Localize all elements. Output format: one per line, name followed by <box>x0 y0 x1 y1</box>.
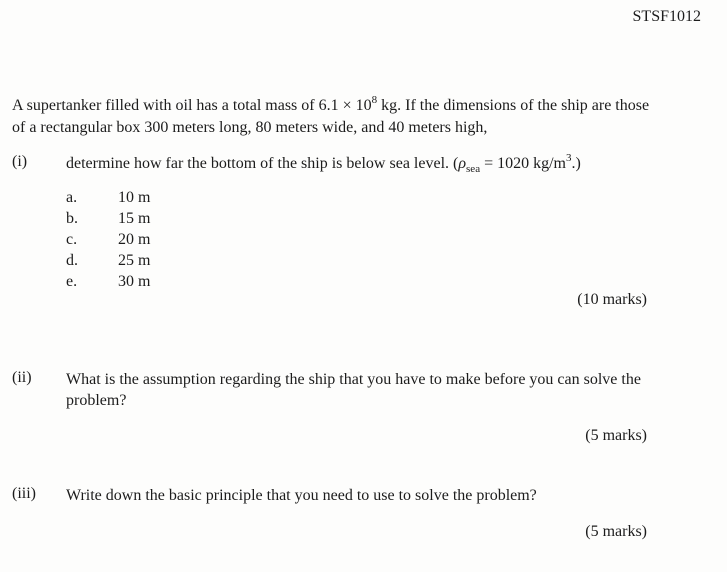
question-1-text <box>66 153 656 174</box>
intro-exponent: 8 <box>371 93 378 106</box>
rho-symbol: ρ <box>458 155 467 172</box>
question-3-number: (iii) <box>12 485 36 502</box>
option-value: 15 m <box>118 210 151 227</box>
option-a <box>66 187 150 208</box>
question-1-number: (i) <box>12 153 28 170</box>
option-d <box>66 250 150 271</box>
option-value: 10 m <box>118 189 151 206</box>
question-1-marks: (10 marks) <box>577 291 647 308</box>
question-3-marks: (5 marks) <box>585 523 647 540</box>
course-code: STSF1012 <box>632 8 701 25</box>
option-value: 25 m <box>118 252 151 269</box>
option-letter: c. <box>66 231 78 248</box>
question-2-marks: (5 marks) <box>585 427 647 444</box>
question-2-text: What is the assumption regarding the ship that you have to make before you can solve the problem? <box>66 371 641 409</box>
q1-text-mid: = 1020 kg/m <box>480 155 566 172</box>
question-3-text: Write down the basic principle that you need to use to solve the problem? <box>66 487 537 504</box>
rho-subscript: sea <box>466 163 481 176</box>
q1-text-end: .) <box>571 155 581 172</box>
problem-intro <box>12 95 652 139</box>
option-letter: d. <box>66 252 78 269</box>
question-2-number: (ii) <box>12 369 32 386</box>
intro-text-start: A supertanker filled with oil has a total mass of 6.1 × 10 <box>12 97 372 114</box>
option-e <box>66 271 150 292</box>
option-value: 30 m <box>118 273 151 290</box>
option-letter: a. <box>66 189 78 206</box>
option-b <box>66 208 150 229</box>
option-c <box>66 229 150 250</box>
answer-options <box>66 187 150 292</box>
intro-text-end: kg. If the dimensions of the ship are those of a rectangular box 300 meters long, 80 meters wide, and 40 meters high, <box>12 97 650 136</box>
option-letter: b. <box>66 210 78 227</box>
option-letter: e. <box>66 273 78 290</box>
unit-exponent: 3 <box>566 151 572 164</box>
option-value: 20 m <box>118 231 151 248</box>
q1-text-before: determine how far the bottom of the ship is below sea level. ( <box>66 155 459 172</box>
